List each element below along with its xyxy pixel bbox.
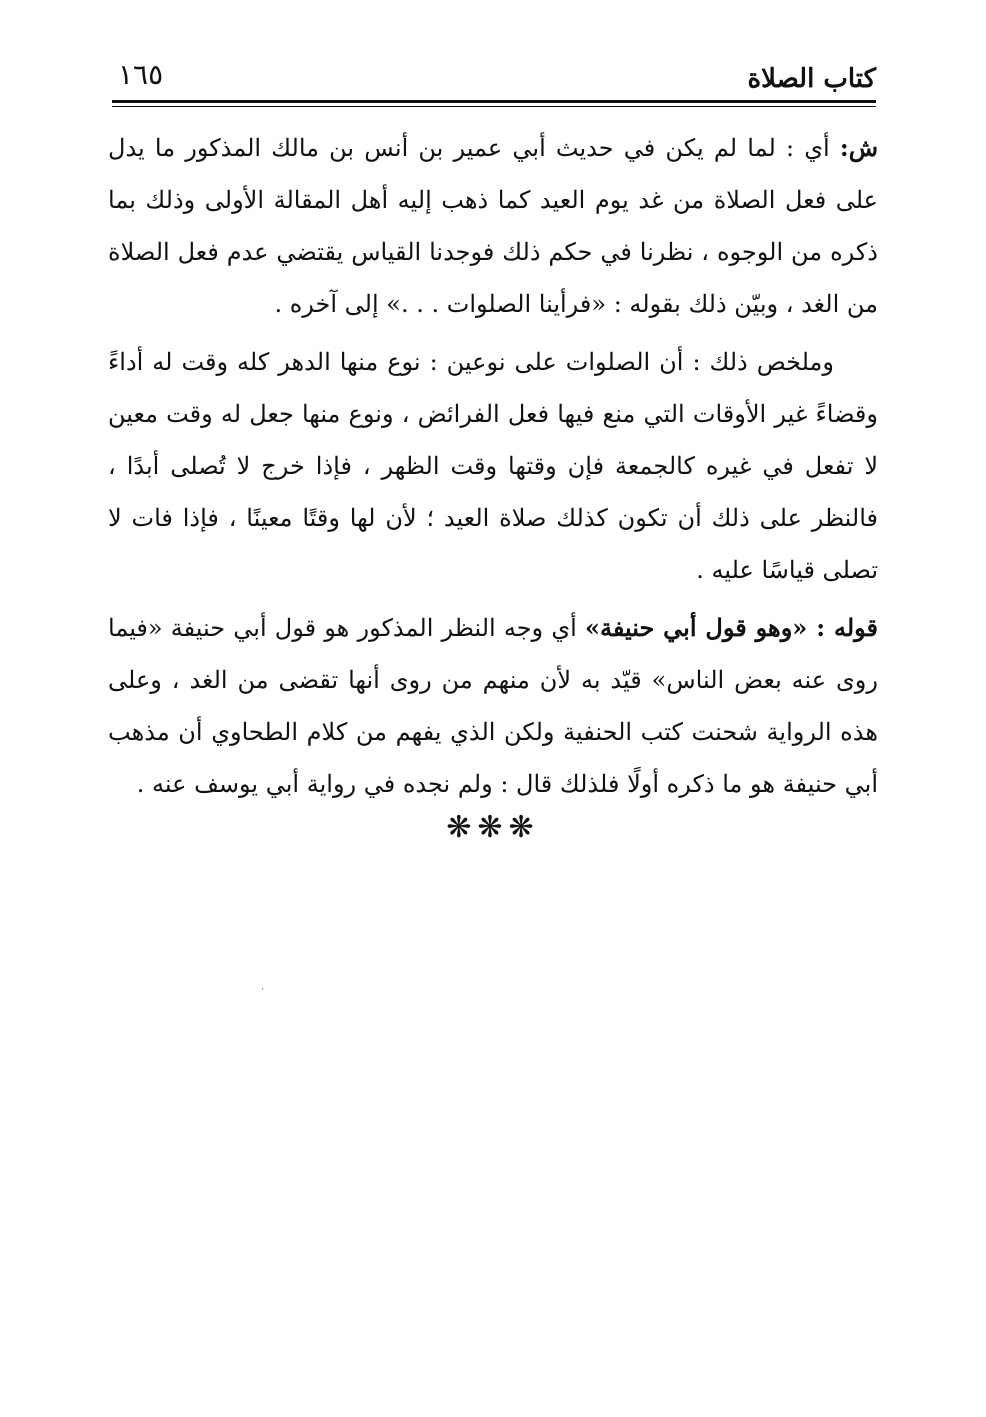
paragraph-text: أي وجه النظر المذكور هو قول أبي حنيفة «فيما روى عنه بعض الناس» قيّد به لأن منهم من روى أنها تقضى من الغد ، وعلى هذه الرواية شحنت كتب الحنفية ولكن الذي يفهم من كلام الطحاوي أن مذهب أبي حنيفة هو ما ذكره أولًا فلذلك قال : ولم نجده في رواية أبي يوسف عنه .: [108, 614, 878, 798]
running-title: كتاب الصلاة: [747, 64, 876, 94]
body-text: [108, 122, 878, 816]
paragraph-lead: ش:: [839, 133, 878, 162]
paragraph-lead: قوله :: [816, 613, 878, 642]
quoted-phrase: «وهو قول أبي حنيفة»: [584, 613, 817, 642]
page-header: [112, 58, 876, 98]
paragraph-qawluhu: [108, 602, 878, 810]
paragraph-commentary: [108, 122, 878, 330]
section-divider-asterisks: ❋❋❋: [446, 810, 540, 845]
scan-speck: [262, 988, 263, 990]
header-rule-thin: [112, 106, 876, 107]
paragraph-summary: [108, 336, 878, 596]
page-number: ١٦٥: [118, 58, 164, 91]
header-rule-thick: [112, 100, 876, 103]
paragraph-text: وملخص ذلك : أن الصلوات على نوعين : نوع منها الدهر كله وقت له أداءً وقضاءً غير الأوقات التي منع فيها فعل الفرائض ، ونوع منها جعل له وقت معين لا تفعل في غيره كالجمعة فإن وقتها وقت الظهر ، فإذا خرج لا تُصلى أبدًا ، فالنظر على ذلك أن تكون كذلك صلاة العيد ؛ لأن لها وقتًا معينًا ، فإذا فات لا تصلى قياسًا عليه .: [108, 348, 878, 584]
paragraph-text: أي : لما لم يكن في حديث أبي عمير بن أنس بن مالك المذكور ما يدل على فعل الصلاة من غد يوم العيد كما ذهب إليه أهل المقالة الأولى وذلك بما ذكره من الوجوه ، نظرنا في حكم ذلك فوجدنا القياس يقتضي عدم فعل الصلاة من الغد ، وبيّن ذلك بقوله : «فرأينا الصلوات . . .» إلى آخره .: [108, 134, 878, 318]
